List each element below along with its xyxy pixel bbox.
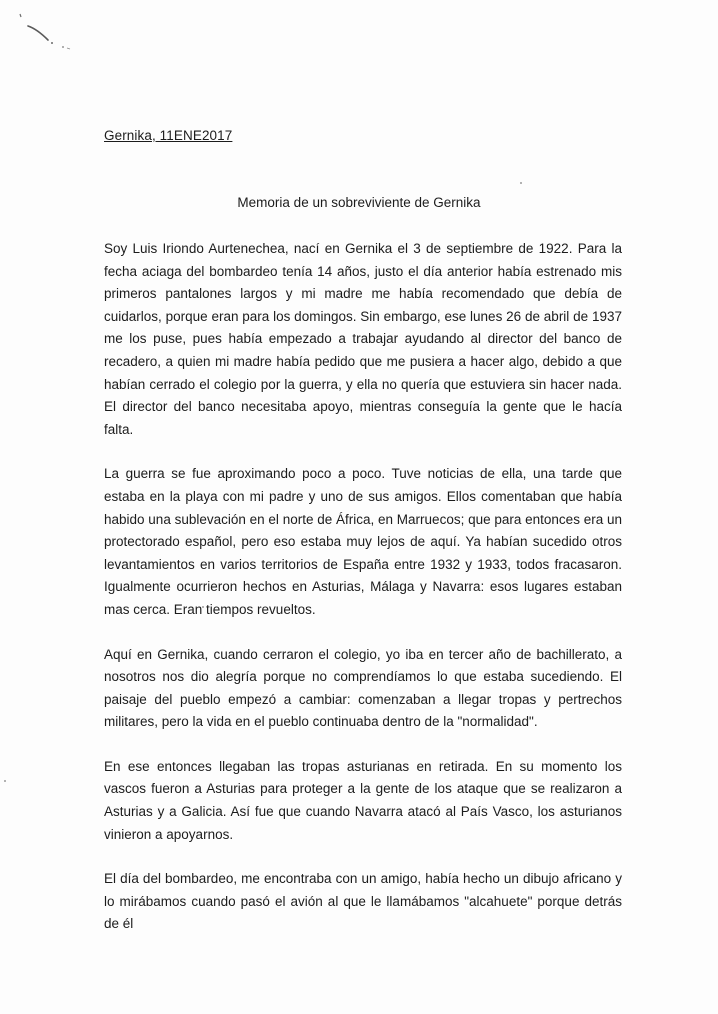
scan-artifact-mark (18, 10, 88, 50)
paragraph: En ese entonces llegaban las tropas asturianas en retirada. En su momento los vascos fueron a Asturias para proteger a la gente de los ataque que se realizaron a Asturias y a Galicia. Así fue que cuando Navarra atacó al País Vasco, los asturianos vinieron a apoyarnos. (104, 758, 622, 842)
document-body (104, 238, 622, 936)
scan-speck (520, 182, 522, 184)
document-title: Memoria de un sobreviviente de Gernika (237, 195, 481, 210)
paragraph: Aquí en Gernika, cuando cerraron el colegio, yo iba en tercer año de bachillerato, a nosotros nos dio alegría porque no comprendíamos lo que estaba sucediendo. El paisaje del pueblo empezó a cambiar: comenzaban a llegar tropas y pertrechos militares, pero la vida en el pueblo continuaba dentro de la "normalidad". (104, 646, 622, 730)
paragraph: El día del bombardeo, me encontraba con un amigo, había hecho un dibujo africano y lo mirábamos cuando pasó el avión al que le llamábamos "alcahuete" porque detrás de él (104, 871, 622, 932)
paragraph: La guerra se fue aproximando poco a poco. Tuve noticias de ella, una tarde que estaba en la playa con mi padre y uno de sus amigos. Ellos comentaban que había habido una sublevación en el norte de África, en Marruecos; que para entonces era un protectorado español, pero eso estaba muy lejos de aquí. Ya habían sucedido otros levantamientos en varios territorios de España entre 1932 y 1933, todos fracasaron. Igualmente ocurrieron hechos en Asturias, Málaga y Navarra: esos lugares estaban mas cerca. Eran tiempos revueltos. (104, 466, 622, 617)
document-date: Gernika, 11ENE2017 (104, 128, 233, 143)
scan-speck (4, 780, 6, 782)
paragraph: Soy Luis Iriondo Aurtenechea, nací en Gernika el 3 de septiembre de 1922. Para la fecha aciaga del bombardeo tenía 14 años, justo el día anterior había estrenado mis primeros pantalones largos y mi madre me había recomendado que debía de cuidarlos, porque eran para los domingos. Sin embargo, ese lunes 26 de abril de 1937 me los puse, pues había empezado a trabajar ayudando al director del banco de recadero, a quien mi madre había pedido que me pusiera a hacer algo, debido a que habían cerrado el colegio por la guerra, y ella no quería que estuviera sin hacer nada. El director del banco necesitaba apoyo, mientras conseguía la gente que le hacía falta. (104, 241, 622, 437)
